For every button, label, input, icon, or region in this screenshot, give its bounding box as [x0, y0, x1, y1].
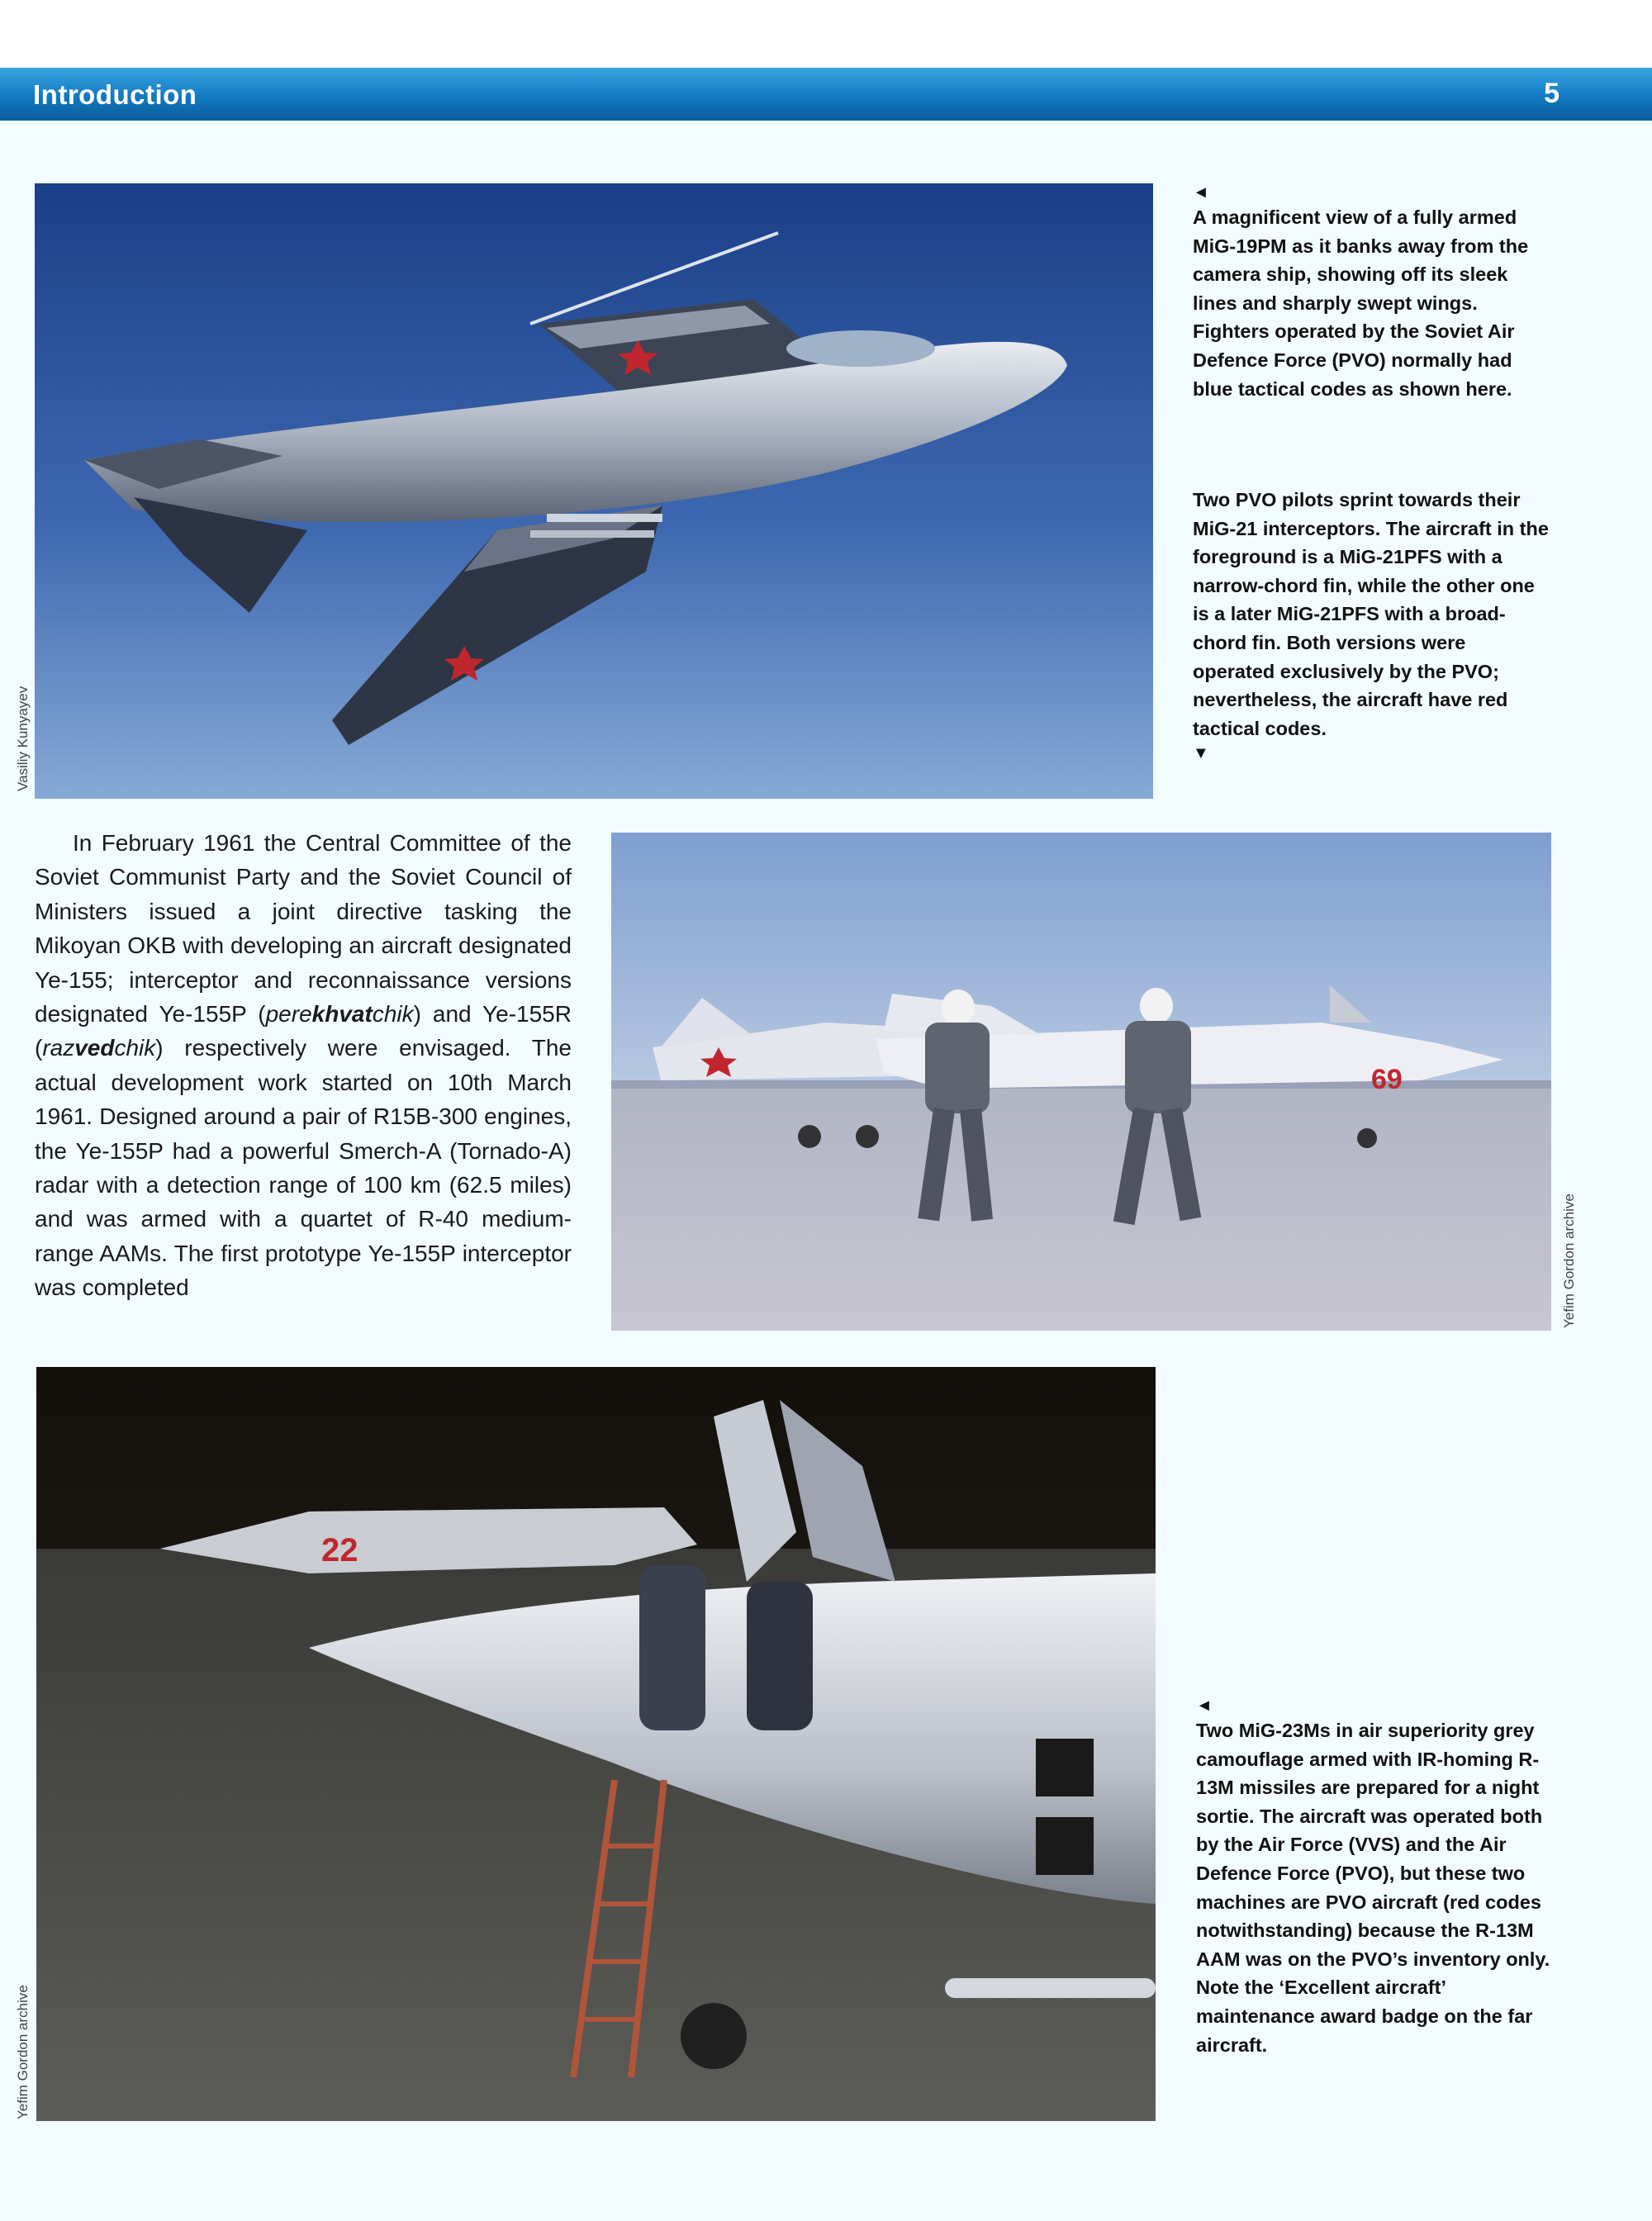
term-razvedchik: [42, 1035, 155, 1061]
caption-arrow-left-icon-2: ◄: [1196, 1697, 1213, 1715]
body-text-part2: ) and Ye-155R (: [35, 1001, 572, 1061]
mig23-tactical-code: 22: [321, 1532, 358, 1568]
term-perekhvatchik-a: pere: [265, 1001, 312, 1027]
caption-mig19pm-text: A magnificent view of a fully armed MiG-19PM as it banks away from the camera ship, showing off its sleek lines and sharply swept wings. Fighters operated by the Soviet Air Defence Force (PVO) normally had blue tactical codes as shown here.: [1193, 206, 1529, 400]
photo-mig23m: [36, 1367, 1156, 2121]
page-number: 5: [1544, 78, 1559, 109]
photo-credit-mig21: Yefim Gordon archive: [1561, 1194, 1577, 1328]
mig21-tactical-code: 69: [1371, 1064, 1403, 1095]
mig23m-image: [36, 1367, 1156, 2121]
mig19pm-image: [35, 183, 1153, 799]
running-header: [0, 68, 1652, 121]
caption-mig21: [1193, 486, 1550, 764]
photo-credit-mig19: Vasiliy Kunyayev: [15, 686, 31, 791]
term-perekhvatchik-b: khvat: [311, 1001, 373, 1027]
photo-mig19pm: [35, 183, 1153, 799]
body-text-part1: In February 1961 the Central Committee of the Soviet Communist Party and the Soviet Council of Ministers issued a joint directive tasking the Mikoyan OKB with developing an aircraft designated Ye-155; interceptor and reconnaissance versions designated Ye-155P (: [35, 830, 572, 1027]
caption-mig23m-text: Two MiG-23Ms in air superiority grey camouflage armed with IR-homing R-13M missiles are prepared for a night sortie. The aircraft was operated both by the Air Force (VVS) and the Air Defence Force (PVO), but these two machines are PVO aircraft (red codes notwithstanding) because the R-13M AAM was on the PVO’s inventory only. Note the ‘Excellent aircraft’ maintenance award badge on the far aircraft.: [1196, 1720, 1550, 2056]
caption-arrow-down-icon: ▼: [1193, 744, 1209, 763]
body-text: [35, 826, 572, 1305]
term-razvedchik-a: raz: [42, 1035, 75, 1061]
caption-arrow-left-icon: ◄: [1193, 183, 1209, 202]
caption-mig21-text: Two PVO pilots sprint towards their MiG-21 interceptors. The aircraft in the foreground is a MiG-21PFS with a narrow-chord fin, while the other one is a later MiG-21PFS with a broad-chord fin. Both versions were operated exclusively by the PVO; nevertheless, the aircraft have red tactical codes.: [1193, 489, 1549, 739]
caption-mig19pm: [1193, 182, 1550, 403]
photo-mig21pfs: [611, 833, 1551, 1331]
section-title: Introduction: [33, 79, 197, 110]
mig21pfs-image: [611, 833, 1551, 1331]
top-margin: [0, 0, 1652, 68]
term-razvedchik-c: chik: [114, 1035, 156, 1061]
term-perekhvatchik-c: chik: [372, 1001, 414, 1027]
term-perekhvatchik: [266, 1001, 414, 1027]
body-text-part3: ) respectively were envisaged. The actual development work started on 10th March 1961. Designed around a pair of R15B-300 engines, the Ye-155P had a powerful Smerch-A (Tornado-A) radar with a detection range of 100 km (62.5 miles) and was armed with a quartet of R-40 medium-range AAMs. The first prototype Ye-155P interceptor was completed: [35, 1035, 572, 1301]
term-razvedchik-b: ved: [74, 1035, 115, 1061]
photo-credit-mig23: Yefim Gordon archive: [15, 1985, 31, 2119]
caption-mig23m: [1196, 1695, 1555, 2059]
